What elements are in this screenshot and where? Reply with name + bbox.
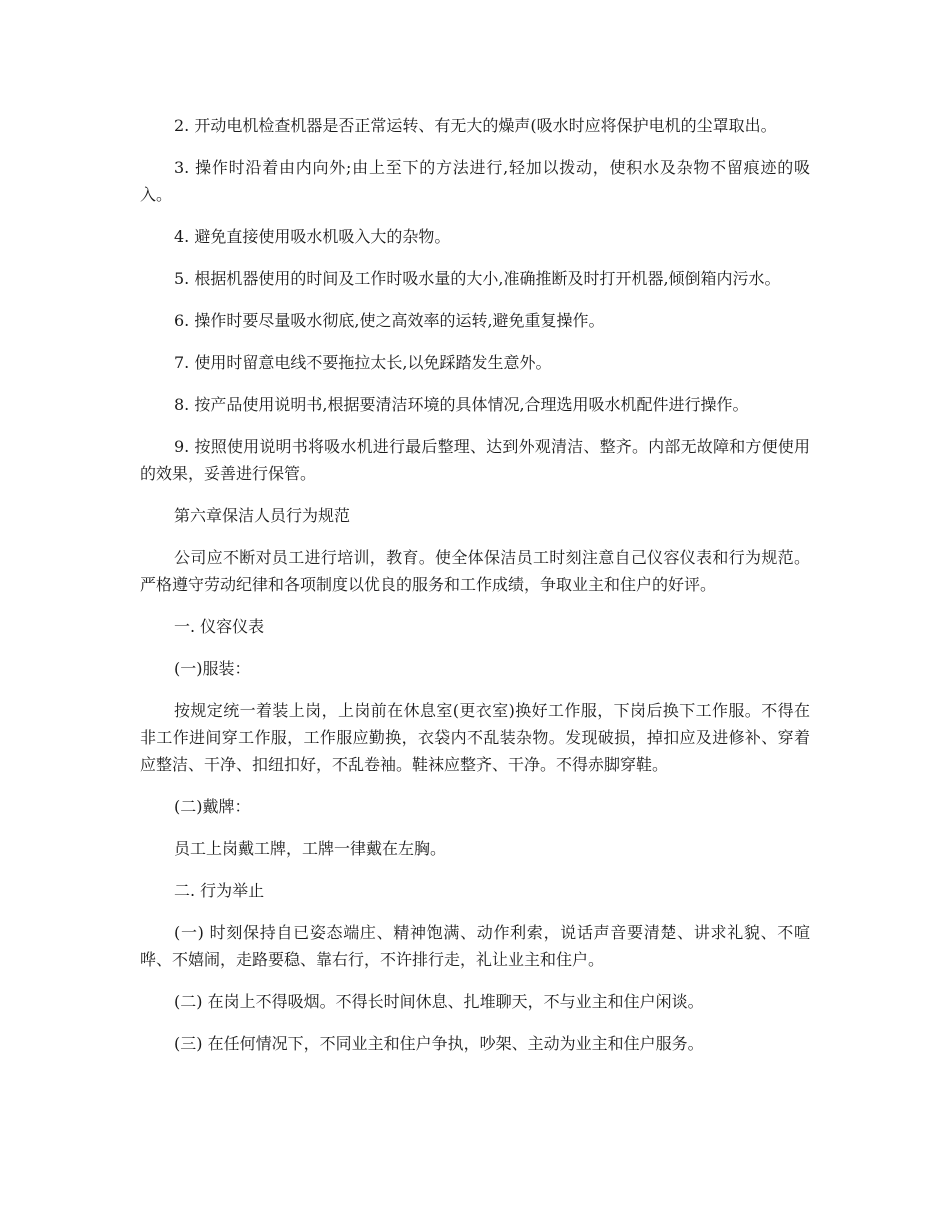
badge-paragraph: 员工上岗戴工牌，工牌一律戴在左胸。 [174, 839, 447, 858]
paragraph-item-8: 8. 按产品使用说明书,根据要清洁环境的具体情况,合理选用吸水机配件进行操作。 [174, 395, 749, 414]
paragraph-item-3: 3. 操作时沿着由内向外;由上至下的方法进行,轻加以拨动，使积水及杂物不留痕迹的吸入。 [140, 158, 810, 204]
paragraph-item-9: 9. 按照使用说明书将吸水机进行最后整理、达到外观清洁、整齐。内部无故障和方便使用的效果，妥善进行保管。 [140, 437, 810, 483]
behavior-item-1: (一) 时刻保持自已姿态端庄、精神饱满、动作利索，说话声音要清楚、讲求礼貌、不喧哗、不嬉闹，走路要稳、靠右行，不许排行走，礼让业主和住户。 [140, 923, 810, 969]
intro-paragraph: 公司应不断对员工进行培训，教育。使全体保洁员工时刻注意自己仪容仪表和行为规范。严格遵守劳动纪律和各项制度以优良的服务和工作成绩，争取业主和住户的好评。 [140, 548, 810, 594]
subsection-heading-uniform: (一)服装： [174, 659, 251, 678]
behavior-item-2: (二) 在岗上不得吸烟。不得长时间休息、扎堆聊天，不与业主和住户闲谈。 [174, 992, 704, 1011]
section-heading-appearance: 一. 仪容仪表 [174, 617, 265, 636]
paragraph-item-2: 2. 开动电机检查机器是否正常运转、有无大的燥声(吸水时应将保护电机的尘罩取出。 [174, 116, 777, 135]
document-body [140, 112, 810, 1072]
behavior-item-3: (三) 在任何情况下，不同业主和住户争执，吵架、主动为业主和住户服务。 [174, 1034, 704, 1053]
paragraph-item-7: 7. 使用时留意电线不要拖拉太长,以免踩踏发生意外。 [174, 353, 552, 372]
subsection-heading-badge: (二)戴牌： [174, 797, 251, 816]
uniform-paragraph: 按规定统一着装上岗，上岗前在休息室(更衣室)换好工作服，下岗后换下工作服。不得在非工作进间穿工作服，工作服应勤换，衣袋内不乱装杂物。发现破损，掉扣应及进修补、穿着应整洁、干净、扣纽扣好，不乱卷袖。鞋袜应整齐、干净。不得赤脚穿鞋。 [140, 701, 810, 774]
paragraph-item-6: 6. 操作时要尽量吸水彻底,使之高效率的运转,避免重复操作。 [174, 311, 605, 330]
section-heading-behavior: 二. 行为举止 [174, 881, 265, 900]
chapter-heading: 第六章保洁人员行为规范 [174, 506, 351, 525]
paragraph-item-5: 5. 根据机器使用的时间及工作时吸水量的大小,准确推断及时打开机器,倾倒箱内污水。 [174, 269, 781, 288]
paragraph-item-4: 4. 避免直接使用吸水机吸入大的杂物。 [174, 227, 451, 246]
